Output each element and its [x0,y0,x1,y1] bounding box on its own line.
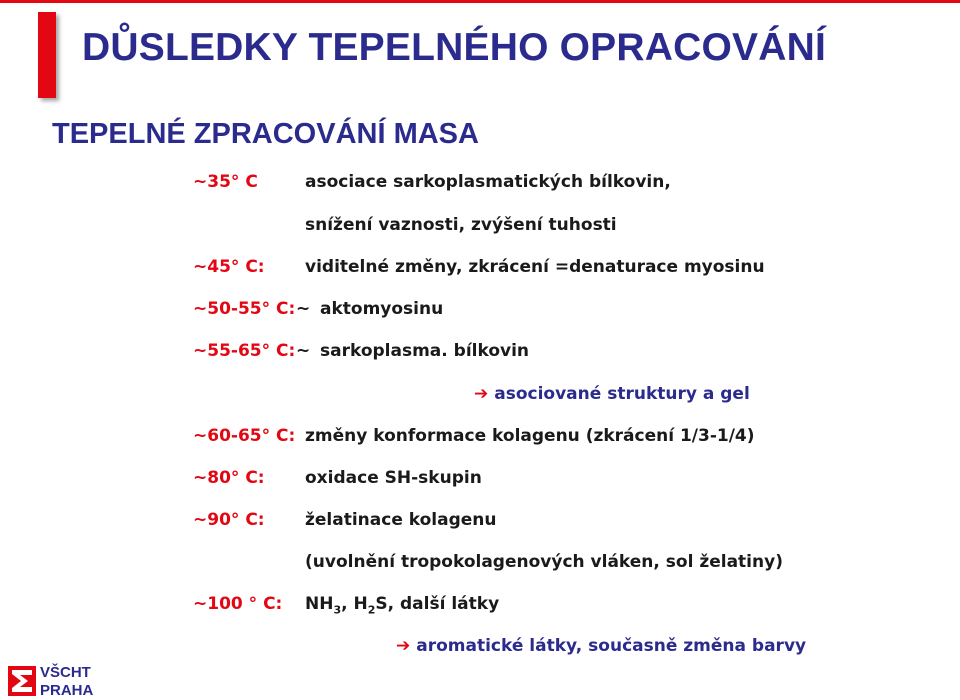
result-arrow-row [396,636,806,670]
result-text: aromatické látky, současně změna barvy [416,636,807,656]
logo-line1: VŠCHT [40,664,91,681]
effect-description: $NH_3$, $H_2S$, další látky [305,594,500,617]
temperature-row [0,172,960,206]
temperature-label: ~60-65° C: [193,426,296,446]
effect-description: oxidace SH-skupin [305,468,482,488]
temperature-row [0,257,960,291]
temperature-row [0,341,960,375]
temperature-label: ~35° C [193,172,258,192]
effect-description: želatinace kolagenu [305,510,497,530]
temperature-row [0,468,960,502]
temperature-label: ~45° C: [193,257,265,277]
temperature-label: ~80° C: [193,468,265,488]
temperature-label: ~55-65° C: [193,341,296,361]
effect-description: aktomyosinu [320,299,444,319]
temperature-row [0,299,960,333]
title-accent-bar [38,12,56,98]
effect-description: viditelné změny, zkrácení =denaturace myosinu [305,257,765,277]
vscht-logo [6,664,106,700]
temperature-row [0,594,960,628]
vscht-logo-icon [8,666,36,696]
temperature-row [0,215,960,249]
temperature-label: ~90° C: [193,510,265,530]
right-arrow-icon: ➔ [474,384,489,404]
temperature-row [0,510,960,544]
slide-title: DŮSLEDKY TEPELNÉHO OPRACOVÁNÍ [82,26,827,69]
effect-description: snížení vaznosti, zvýšení tuhosti [305,215,617,235]
temperature-row [0,426,960,460]
logo-line2: PRAHA [40,682,94,699]
effect-description: sarkoplasma. bílkovin [320,341,530,361]
temperature-label: ~50-55° C: [193,299,296,319]
effect-description: změny konformace kolagenu (zkrácení 1/3-1/4) [305,426,755,446]
result-text: asociované struktury a gel [494,384,750,404]
temperature-label: ~100 ° C: [193,594,283,614]
top-accent-line [0,0,960,3]
slide-subtitle: TEPELNÉ ZPRACOVÁNÍ MASA [52,118,479,150]
effect-description: (uvolnění tropokolagenových vláken, sol želatiny) [305,552,783,572]
tilde-mark: ~ [296,341,311,361]
tilde-mark: ~ [296,299,311,319]
right-arrow-icon: ➔ [396,636,411,656]
temperature-row [0,552,960,586]
effect-description: asociace sarkoplasmatických bílkovin, [305,172,671,192]
result-arrow-row [474,384,750,418]
